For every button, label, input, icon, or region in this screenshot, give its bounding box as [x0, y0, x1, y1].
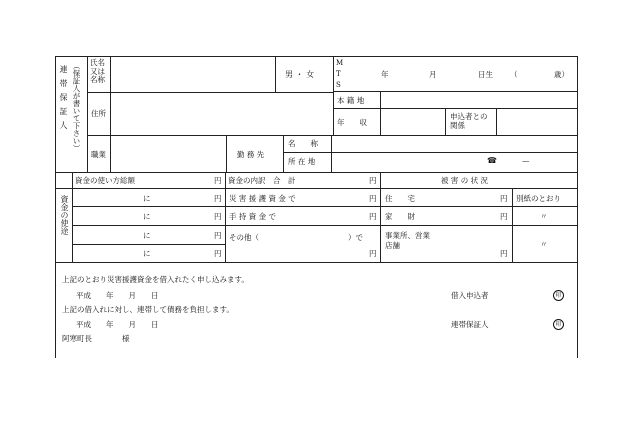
rule-funds-bottom: [55, 262, 577, 263]
workplace-name-field[interactable]: [333, 137, 576, 151]
goods-yen: 円: [500, 212, 508, 221]
rule-funds-row1: [72, 206, 577, 207]
use-3-ni: に: [143, 231, 151, 240]
rule-funds-row3: [72, 244, 225, 245]
name-field[interactable]: [112, 58, 274, 91]
rule-wp-mid: [283, 152, 577, 153]
phone-icon: ☎: [487, 156, 497, 165]
address-field[interactable]: [112, 94, 332, 134]
damage-header: 被 害 の 状 況: [441, 176, 489, 185]
era-t: T: [336, 70, 341, 78]
age-open: （: [510, 70, 518, 79]
business-label: 事業所、営業店舗: [385, 231, 430, 250]
borrower-seal-icon: 印: [553, 290, 564, 301]
rule-honseki-top: [333, 108, 577, 109]
honseki-field[interactable]: [382, 93, 576, 107]
rule-funds-mid: [225, 172, 226, 262]
house-label: 住 宅: [385, 194, 415, 203]
house-yen: 円: [500, 194, 508, 203]
rule-left: [55, 56, 56, 358]
occupation-label: 職業: [91, 150, 106, 159]
rule-guarantor-bottom: [55, 172, 577, 173]
guarantor-sign-label: 連帯保証人: [451, 320, 489, 329]
rule-wp-sublabel: [331, 135, 332, 172]
phone-dash: —: [522, 156, 530, 165]
name-label: 氏名又は名称: [90, 58, 105, 84]
guarantor-seal-icon: 印: [553, 319, 564, 330]
workplace-label: 勤 務 先: [237, 150, 265, 159]
guarantee-statement: 上記の借入れに対し、連帯して債務を負担します。: [62, 305, 234, 314]
address-label: 住所: [91, 109, 106, 118]
rule-address-bottom: [87, 135, 577, 136]
era-m: M: [336, 59, 344, 67]
rule-gender-right: [333, 56, 334, 135]
breakdown-label: 資金の内訳 合 計: [228, 176, 296, 185]
era-s: S: [336, 81, 341, 89]
apply-statement: 上記のとおり災害援護資金を借入れたく申し込みます。: [62, 275, 249, 284]
use-4-yen: 円: [214, 249, 222, 258]
age-close: 歳）: [554, 70, 569, 79]
rule-funds-side: [72, 172, 73, 262]
other-fund-yen: 円: [369, 249, 377, 258]
other-fund-de: ）で: [348, 233, 363, 242]
relation-label: 申込者との関係: [450, 112, 488, 130]
rule-damage-left: [380, 172, 381, 262]
rule-top: [55, 56, 577, 57]
goods-label: 家 財: [385, 212, 415, 221]
rule-gender-left: [275, 56, 276, 92]
disaster-fund-yen: 円: [369, 194, 377, 203]
other-fund-label: その他（: [229, 233, 259, 242]
addressee: 阿寒町長 様: [62, 334, 130, 343]
income-field[interactable]: [382, 110, 444, 134]
guarantor-side-note: （保証人が書いて下さい）: [72, 62, 81, 152]
use-1-yen: 円: [214, 194, 222, 203]
rule-label-col: [87, 56, 88, 172]
rule-occupation-right: [226, 135, 227, 172]
rule-damage-right: [512, 188, 513, 262]
use-3-yen: 円: [214, 231, 222, 240]
own-fund-yen: 円: [369, 212, 377, 221]
apply-date[interactable]: 平成 年 月 日: [76, 291, 159, 300]
honseki-label: 本 籍 地: [337, 96, 365, 105]
rule-field-col: [110, 56, 111, 172]
rule-right: [577, 56, 578, 358]
ditto-goods: 〃: [540, 212, 548, 221]
use-1-ni: に: [143, 194, 151, 203]
disaster-fund-label: 災 害 援 護 資 金 で: [229, 194, 296, 203]
workplace-name-label: 名 称: [288, 139, 318, 148]
ditto-business: 〃: [540, 240, 548, 249]
dob-day: 日生: [478, 70, 493, 79]
use-2-ni: に: [143, 212, 151, 221]
dob-year: 年: [381, 70, 389, 79]
own-fund-label: 手 持 資 金 で: [229, 212, 277, 221]
workplace-address-field[interactable]: [333, 154, 483, 171]
dob-month: 月: [429, 70, 437, 79]
use-2-yen: 円: [214, 212, 222, 221]
rule-funds-row2: [72, 225, 577, 226]
use-4-ni: に: [143, 249, 151, 258]
borrower-label: 借入申込者: [451, 291, 489, 300]
guarantor-side-label: 連帯保証人: [59, 65, 68, 135]
business-yen: 円: [500, 249, 508, 258]
breakdown-yen: 円: [369, 176, 377, 185]
total-yen: 円: [214, 176, 222, 185]
gender-choice[interactable]: 男 ・ 女: [285, 70, 315, 79]
rule-honseki-bottom: [333, 91, 577, 92]
total-label: 資金の使い方総額: [75, 176, 135, 185]
funds-side-label: 資金の使途: [60, 195, 69, 235]
rule-name-bottom: [87, 92, 333, 93]
occupation-field[interactable]: [112, 137, 224, 171]
rule-honseki-label: [380, 92, 381, 135]
rule-workplace-label: [283, 135, 284, 172]
rule-relation-left: [445, 108, 446, 135]
income-label: 年 収: [337, 118, 367, 127]
rule-relation-right: [496, 108, 497, 135]
guarantee-date[interactable]: 平成 年 月 日: [76, 320, 159, 329]
workplace-address-label: 所 在 地: [288, 157, 316, 166]
separate-sheet-label: 別紙のとおり: [516, 194, 561, 203]
relation-field[interactable]: [498, 110, 576, 134]
rule-funds-header-bottom: [55, 188, 577, 189]
